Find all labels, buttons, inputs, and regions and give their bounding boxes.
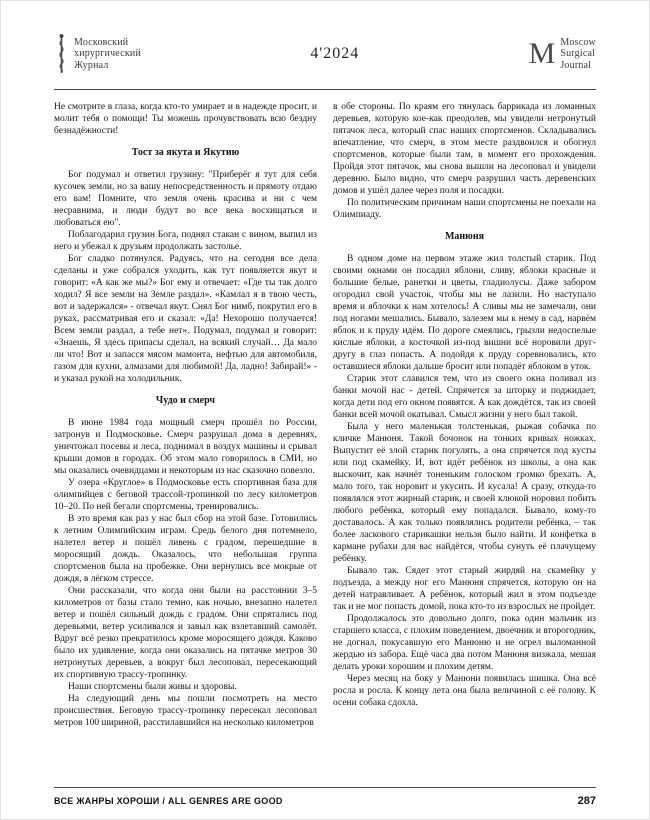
- journal-title-ru: [74, 37, 141, 71]
- paragraph: На следующий день мы пошли посмотреть на место происшествия. Беговую трассу-тропинку пересекал лесоповал метров 100 шириной, расстилавшийся на несколько километров: [54, 694, 317, 728]
- paragraph: Наши спортсмены были живы и здоровы.: [68, 682, 237, 692]
- left-column: [54, 101, 317, 789]
- paragraph: Не смотрите в глаза, когда кто-то умирает и в надежде просит, и молит тебя о помощи! Ты можешь прочувствовать всю бездну безнадёжности!: [54, 102, 317, 136]
- paragraph: По политическим причинам наши спортсмены не поехали на Олимпиаду.: [333, 198, 596, 220]
- ornate-m-monogram-icon: M: [528, 37, 556, 70]
- paragraph: В июне 1984 года мощный смерч прошёл по России, затронув и Подмосковье. Смерч разрушал дома в деревнях, уничтожал посевы и леса, поднимал в воздух машины и срывал крыши домов в городах. Об этом мало говорилось в СМИ, но мы оказались очевидцами и некоторым из нас сказочно повезло.: [54, 418, 317, 476]
- section-heading: Чудо и смерч: [155, 395, 216, 406]
- paragraph: Бывало так. Сядет этот старый жирдяй на скамейку у подъезда, а между ног его Манюня спрячется, которую он на детей натравливает. А ребёнок, который жил в этом подъезде так и не мог попасть домой, пока кто-то из взрослых не пройдет.: [333, 566, 596, 612]
- footer-section-title: ВСЕ ЖАНРЫ ХОРОШИ / ALL GENRES ARE GOOD: [54, 796, 283, 806]
- page-header: [54, 27, 596, 81]
- page-number: 287: [577, 795, 596, 807]
- paragraph: Продолжалось это довольно долго, пока один мальчик из старшего класса, с плохим поведением, двоечник и второгодник, не догнал, покусавшую его Манюню и не огрел выломанной жердью из забора. Ещё часа два потом Манюня визжала, мешая делать уроки хорошим и плохим детям.: [333, 614, 596, 672]
- journal-logo-en: [529, 37, 596, 71]
- paragraph: Поблагодарил грузин Бога, поднял стакан с вином, выпил из него и убежал к друзьям продолжать застолье.: [54, 230, 317, 252]
- paragraph: Была у него маленькая толстенькая, рыжая собачка по кличке Манюня. Такой бочонок на тонких кривых ножках. Выпустит её злой старик погулять, а она спрячется под кусты или под скамейку. И, вот идёт ребёнок из школы, а она как выскочит, как начнёт тоненьким голоском громко брехать. А, мало того, так норовит и укусить. И кусала! А сразу, откуда-то появлялся этот жирный старик, и своей клюкой норовил побить любого ребёнка, который ему попадался. Бывало, кому-то доставалось. А как только появлялись родители ребёнка, – так более ласкового старикашки нельзя было найти. И конфетка в кармане рубахи для вас найдётся, чтобы сунуть её плачущему ребёнку.: [333, 422, 596, 564]
- right-column: [333, 101, 596, 789]
- journal-title-ru-line1: Московский: [74, 37, 129, 49]
- paragraph: В это время как раз у нас был сбор на этой базе. Готовились к летним Олимпийским играм. Средь белого дня потемнело, налетел ветер и пошёл ливень с градом, перешедшие в моросящий дождь. Оказалось, что небольшая группа спортсменов была на пробежке. Они вернулись все мокрые от дождя, в лёгком стрессе.: [54, 514, 317, 584]
- paragraph: Старик этот славился тем, что из своего окна поливал из банки мочой нас - детей. Спрячется за шторку и поджидает, когда дети под его окном появятся. А как дождётся, так из своей банки всей мочой окатывал. Смысл жизни у него был такой.: [333, 374, 596, 420]
- section-heading: Манюня: [444, 231, 484, 242]
- paragraph: Бог сладко потянулся. Радуясь, что на сегодня все дела сделаны и уже собрался уходить, как тут появляется якут и говорит: «А как же мы?» Бог ему и отвечает: «Где ты так долго ходил? Я все земли на Земле раздал». «Камлал я в твою честь, вот и задержался» - отвечал якут. Снял Бог нимб, покрутил его в руках, рассматривая его и сказал: «Да! Нехорошо получается! Всем земли раздал, а тебе нет». Подумал, подумал и говорит: «Знаешь, Я здесь припасы сделал, на всякий случай… Да мало ли что! Вот и запасся мясом мамонта, нефтью для автомобиля, газом для кухни, алмазами для любимой! Да, ладно! Забирай!» - и указал рукой на холодильник.: [54, 254, 317, 384]
- journal-logo-ru: [54, 33, 141, 75]
- journal-title-ru-line2: хирургический: [74, 48, 141, 60]
- journal-title-en: [560, 37, 596, 71]
- aesculapius-staff-icon: [54, 33, 69, 75]
- journal-title-en-line3: Journal: [560, 59, 592, 71]
- paragraph: Они рассказали, что когда они были на расстоянии 3–5 километров от базы стало темно, как ночью, внезапно налетел ветер и пошёл сильный дождь с градом. Они спрятались под деревьями, ветер усиливался и завыл как взлетавший самолёт. Вдруг всё резко прекратилось кроме моросящего дождя. Каково было их удивление, когда они оказались на пятачке метров 30 нетронутых деревьев, а вокруг был лесоповал, пересекающий их спортивную трассу-тропинку.: [54, 586, 317, 680]
- page-footer: [54, 787, 596, 807]
- paragraph: Через месяц на боку у Манюни появилась шишка. Она всё росла и росла. К концу лета она была величиной с её голову. К осени собака сдохла.: [333, 674, 596, 708]
- paragraph: У озера «Круглое» в Подмосковье есть спортивная база для олимпийцев с беговой трассой-тропинкой по лесу километров 10–20. По ней бегали спортсмены, тренировались.: [54, 478, 317, 512]
- paragraph: в обе стороны. По краям его тянулась баррикада из ломанных деревьев, которую кое-как преодолев, мы увидели нетронутый пятачок леса, который спас наших спортсменов. Складывались впечатление, что смерч, в этом месте раздвоился и обогнул спортсменов, которые были там, в момент его прохождения. Пройдя этот пятачок, мы снова вышли на лесоповал и увидели деревню. Было видно, что смерч разрушил часть деревенских домов и ушёл далее через поля и посадки.: [333, 102, 596, 196]
- journal-title-en-line1: Moscow: [560, 37, 596, 49]
- journal-title-en-line2: Surgical: [560, 48, 596, 60]
- section-heading: Тост за якута и Якутию: [131, 147, 240, 158]
- header-divider: [54, 89, 596, 90]
- paragraph: Бог подумал и ответил грузину: "Приберёг я тут для себя кусочек земли, но за вашу непосредственность и прямоту отдаю его вам! Помните, что земля очень красива и ни с чем несравнима, и люди будут во все века восхищаться и любоваться ею".: [54, 170, 317, 228]
- paragraph: В одном доме на первом этаже жил толстый старик. Под своими окнами он посадил яблони, сливу, яблоки красные и большие белые, ранетки и цветы, гладиолусы. Даже забором огородил свой участок, чтобы мы не лазили. Но наступало время и яблочки к нам хотелось! А сливы мы не замечали, они под ногами мешались. Бывало, залезем мы к нему в сад, нарвём яблок и к пруду идём. По дороге смеялись, грызли недоспелые кислые яблоки, а косточкой из-под вишни всё норовили друг-другу в глаз попасть. А подойдя к пруду соревновались, кто оставшиеся яблоки дальше бросит или попадёт яблоком в уток.: [333, 254, 596, 372]
- journal-title-ru-line3: Журнал: [74, 59, 109, 71]
- text-body: [54, 101, 596, 789]
- issue-number: 4'2024: [310, 45, 360, 62]
